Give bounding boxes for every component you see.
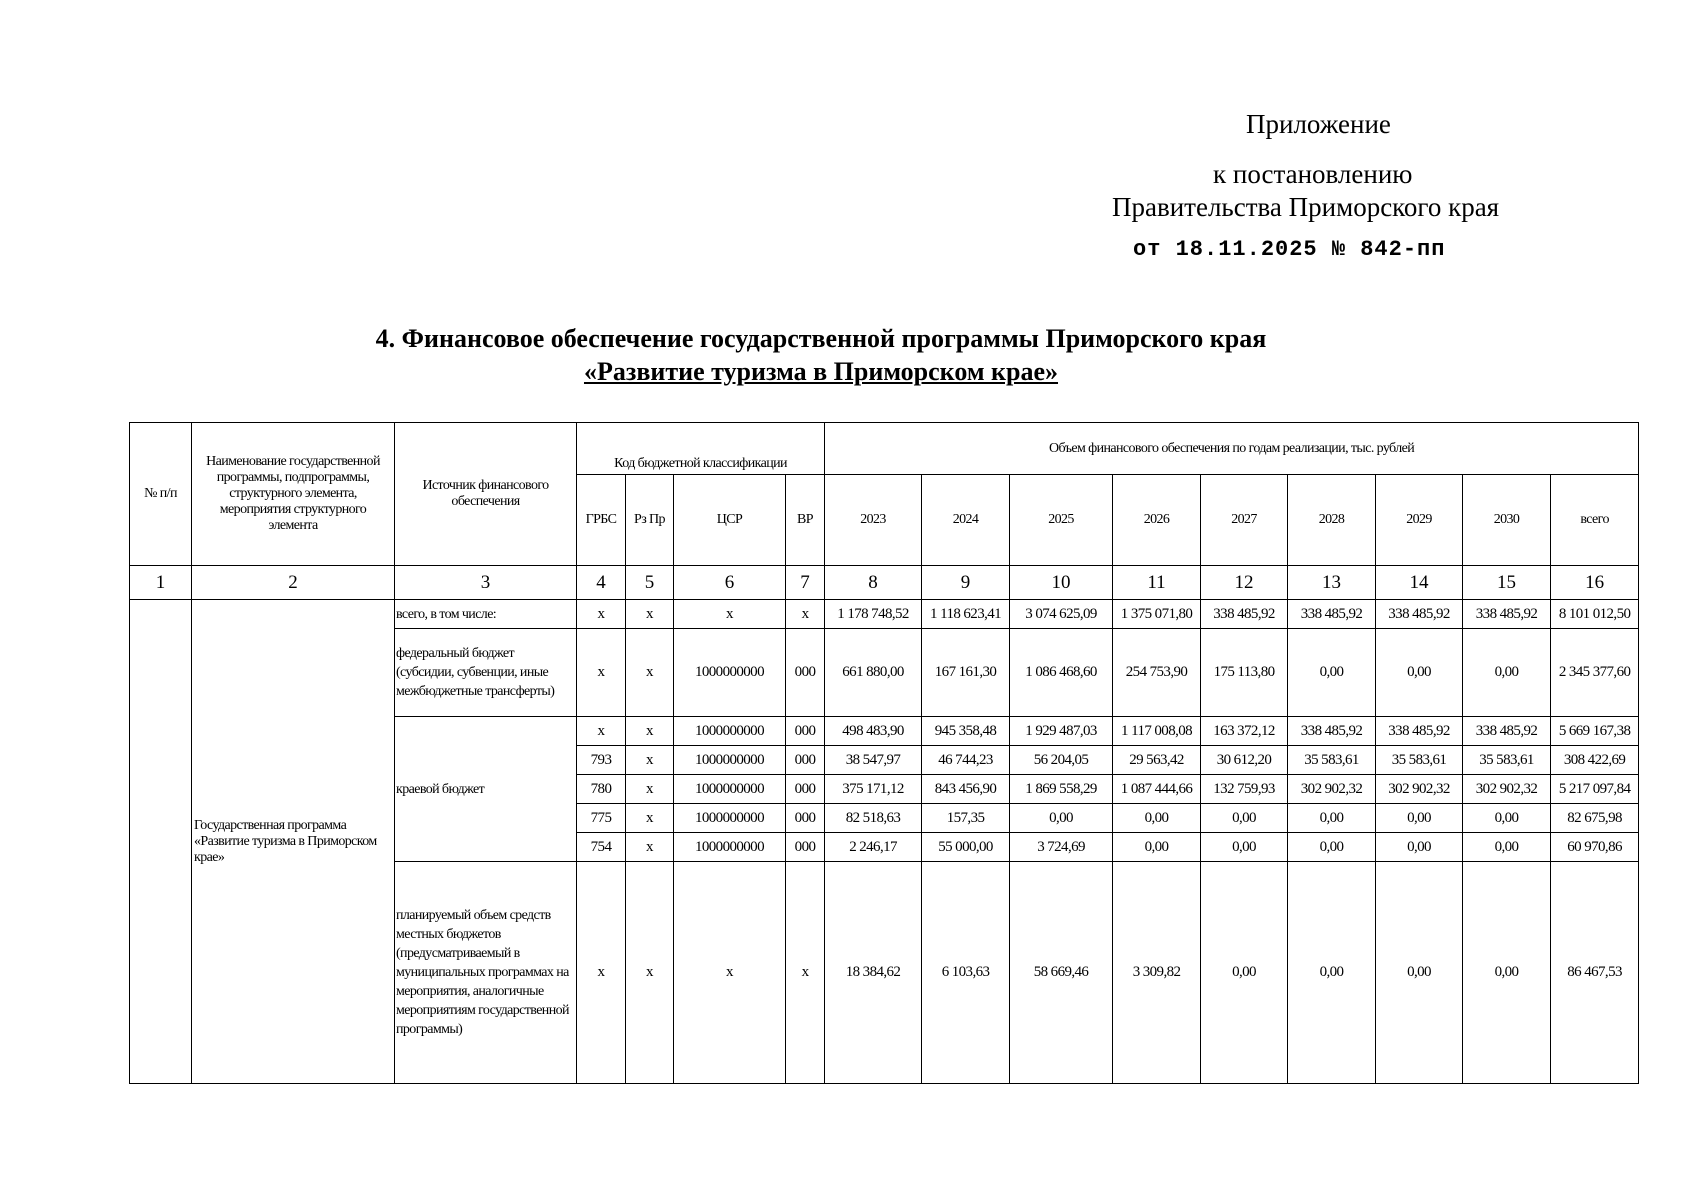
government-label: Правительства Приморского края [1112,192,1500,222]
header-num: № п/п [130,423,192,566]
value-cell: 56 204,05 [1010,746,1113,775]
code-grbs: x [577,862,626,1084]
value-cell: 3 074 625,09 [1010,600,1113,629]
column-number: 12 [1201,566,1288,600]
value-cell: 1 178 748,52 [825,600,922,629]
code-grbs: 775 [577,804,626,833]
code-csr: 1000000000 [674,804,786,833]
value-cell: 0,00 [1113,804,1201,833]
header-row-1 [130,423,1639,475]
code-rzpr: x [626,717,674,746]
value-total-cell: 60 970,86 [1551,833,1639,862]
header-budget-code: Код бюджетной классификации [577,423,825,475]
code-csr: x [674,600,786,629]
value-cell: 1 118 623,41 [922,600,1010,629]
value-total-cell: 2 345 377,60 [1551,629,1639,717]
value-cell: 3 309,82 [1113,862,1201,1084]
source-regional: краевой бюджет [395,717,577,862]
value-cell: 375 171,12 [825,775,922,804]
value-cell: 843 456,90 [922,775,1010,804]
value-cell: 0,00 [1113,833,1201,862]
source-federal: федеральный бюджет (субсидии, субвенции, иные межбюджетные трансферты) [395,629,577,717]
header-year: 2025 [1010,475,1113,566]
code-vr: x [786,862,825,1084]
value-cell: 0,00 [1288,862,1376,1084]
column-number: 7 [786,566,825,600]
value-cell: 163 372,12 [1201,717,1288,746]
header-csr: ЦСР [674,475,786,566]
header-volume: Объем финансового обеспечения по годам реализации, тыс. рублей [825,423,1639,475]
header-year: 2028 [1288,475,1376,566]
value-cell: 55 000,00 [922,833,1010,862]
value-cell: 1 869 558,29 [1010,775,1113,804]
value-cell: 157,35 [922,804,1010,833]
value-cell: 0,00 [1201,833,1288,862]
value-cell: 2 246,17 [825,833,922,862]
value-cell: 0,00 [1288,833,1376,862]
value-cell: 18 384,62 [825,862,922,1084]
code-csr: 1000000000 [674,629,786,717]
value-cell: 0,00 [1463,862,1551,1084]
value-cell: 338 485,92 [1288,600,1376,629]
value-cell: 0,00 [1376,804,1463,833]
code-grbs: 754 [577,833,626,862]
value-cell: 338 485,92 [1463,600,1551,629]
header-year: 2023 [825,475,922,566]
value-cell: 6 103,63 [922,862,1010,1084]
column-number: 16 [1551,566,1639,600]
code-grbs: 780 [577,775,626,804]
code-csr: x [674,862,786,1084]
column-number: 10 [1010,566,1113,600]
value-cell: 0,00 [1463,833,1551,862]
column-number: 8 [825,566,922,600]
code-csr: 1000000000 [674,717,786,746]
value-cell: 58 669,46 [1010,862,1113,1084]
column-number: 6 [674,566,786,600]
value-cell: 35 583,61 [1376,746,1463,775]
value-cell: 35 583,61 [1463,746,1551,775]
code-vr: 000 [786,804,825,833]
column-number: 3 [395,566,577,600]
value-cell: 175 113,80 [1201,629,1288,717]
header-source: Источник финансового обеспечения [395,423,577,566]
code-vr: 000 [786,775,825,804]
row-number-cell [130,600,192,1084]
code-vr: x [786,600,825,629]
value-cell: 0,00 [1288,629,1376,717]
value-cell: 0,00 [1463,629,1551,717]
column-number: 4 [577,566,626,600]
value-cell: 0,00 [1463,804,1551,833]
header-year: 2027 [1201,475,1288,566]
code-grbs: x [577,600,626,629]
header-total: всего [1551,475,1639,566]
to-resolution-label: к постановлению [1213,159,1413,189]
document-title: 4. Финансовое обеспечение государственной программы Приморского края [375,324,1267,353]
value-cell: 254 753,90 [1113,629,1201,717]
value-cell: 38 547,97 [825,746,922,775]
column-number: 5 [626,566,674,600]
code-vr: 000 [786,833,825,862]
value-total-cell: 86 467,53 [1551,862,1639,1084]
code-csr: 1000000000 [674,833,786,862]
code-rzpr: x [626,833,674,862]
code-rzpr: x [626,629,674,717]
value-cell: 46 744,23 [922,746,1010,775]
value-cell: 0,00 [1201,804,1288,833]
value-cell: 661 880,00 [825,629,922,717]
code-vr: 000 [786,746,825,775]
value-cell: 30 612,20 [1201,746,1288,775]
value-cell: 338 485,92 [1376,600,1463,629]
code-rzpr: x [626,746,674,775]
header-name: Наименование государственной программы, подпрограммы, структурного элемента, мероприятия структурного элемента [192,423,395,566]
value-cell: 35 583,61 [1288,746,1376,775]
value-total-cell: 5 669 167,38 [1551,717,1639,746]
value-cell: 0,00 [1376,629,1463,717]
program-title: «Развитие туризма в Приморском крае» [583,357,1059,386]
header-year: 2030 [1463,475,1551,566]
appendix-label: Приложение [1246,109,1391,139]
source-total: всего, в том числе: [395,600,577,629]
code-rzpr: x [626,775,674,804]
value-cell: 0,00 [1376,833,1463,862]
value-cell: 498 483,90 [825,717,922,746]
value-cell: 302 902,32 [1463,775,1551,804]
column-number: 14 [1376,566,1463,600]
value-cell: 0,00 [1201,862,1288,1084]
value-cell: 302 902,32 [1376,775,1463,804]
value-total-cell: 5 217 097,84 [1551,775,1639,804]
row-total [130,600,1639,629]
code-csr: 1000000000 [674,746,786,775]
header-year: 2029 [1376,475,1463,566]
code-rzpr: x [626,804,674,833]
code-vr: 000 [786,629,825,717]
header-grbs: ГРБС [577,475,626,566]
value-cell: 945 358,48 [922,717,1010,746]
value-cell: 3 724,69 [1010,833,1113,862]
value-cell: 1 086 468,60 [1010,629,1113,717]
value-cell: 167 161,30 [922,629,1010,717]
code-rzpr: x [626,862,674,1084]
code-grbs: 793 [577,746,626,775]
resolution-date-stamp: от 18.11.2025 № 842-пп [1133,237,1446,262]
value-cell: 338 485,92 [1463,717,1551,746]
program-name-cell: Государственная программа «Развитие туризма в Приморском крае» [192,600,395,1084]
column-number: 13 [1288,566,1376,600]
value-cell: 338 485,92 [1201,600,1288,629]
column-numbers-row [130,566,1639,600]
code-grbs: x [577,717,626,746]
value-cell: 1 087 444,66 [1113,775,1201,804]
value-total-cell: 82 675,98 [1551,804,1639,833]
value-cell: 132 759,93 [1201,775,1288,804]
value-cell: 302 902,32 [1288,775,1376,804]
code-rzpr: x [626,600,674,629]
value-total-cell: 8 101 012,50 [1551,600,1639,629]
column-number: 15 [1463,566,1551,600]
code-csr: 1000000000 [674,775,786,804]
header-rzpr: Рз Пр [626,475,674,566]
source-local: планируемый объем средств местных бюджетов (предусматриваемый в муниципальных программах на мероприятия, аналогичные мероприятиям государственной программы) [395,862,577,1084]
value-cell: 1 117 008,08 [1113,717,1201,746]
value-cell: 29 563,42 [1113,746,1201,775]
header-year: 2024 [922,475,1010,566]
column-number: 9 [922,566,1010,600]
financing-table [129,422,1639,1084]
value-cell: 0,00 [1376,862,1463,1084]
column-number: 1 [130,566,192,600]
value-cell: 338 485,92 [1376,717,1463,746]
value-cell: 0,00 [1010,804,1113,833]
value-cell: 1 375 071,80 [1113,600,1201,629]
value-cell: 1 929 487,03 [1010,717,1113,746]
column-number: 11 [1113,566,1201,600]
column-number: 2 [192,566,395,600]
code-vr: 000 [786,717,825,746]
value-cell: 338 485,92 [1288,717,1376,746]
value-total-cell: 308 422,69 [1551,746,1639,775]
value-cell: 0,00 [1288,804,1376,833]
header-vr: ВР [786,475,825,566]
header-year: 2026 [1113,475,1201,566]
code-grbs: x [577,629,626,717]
value-cell: 82 518,63 [825,804,922,833]
